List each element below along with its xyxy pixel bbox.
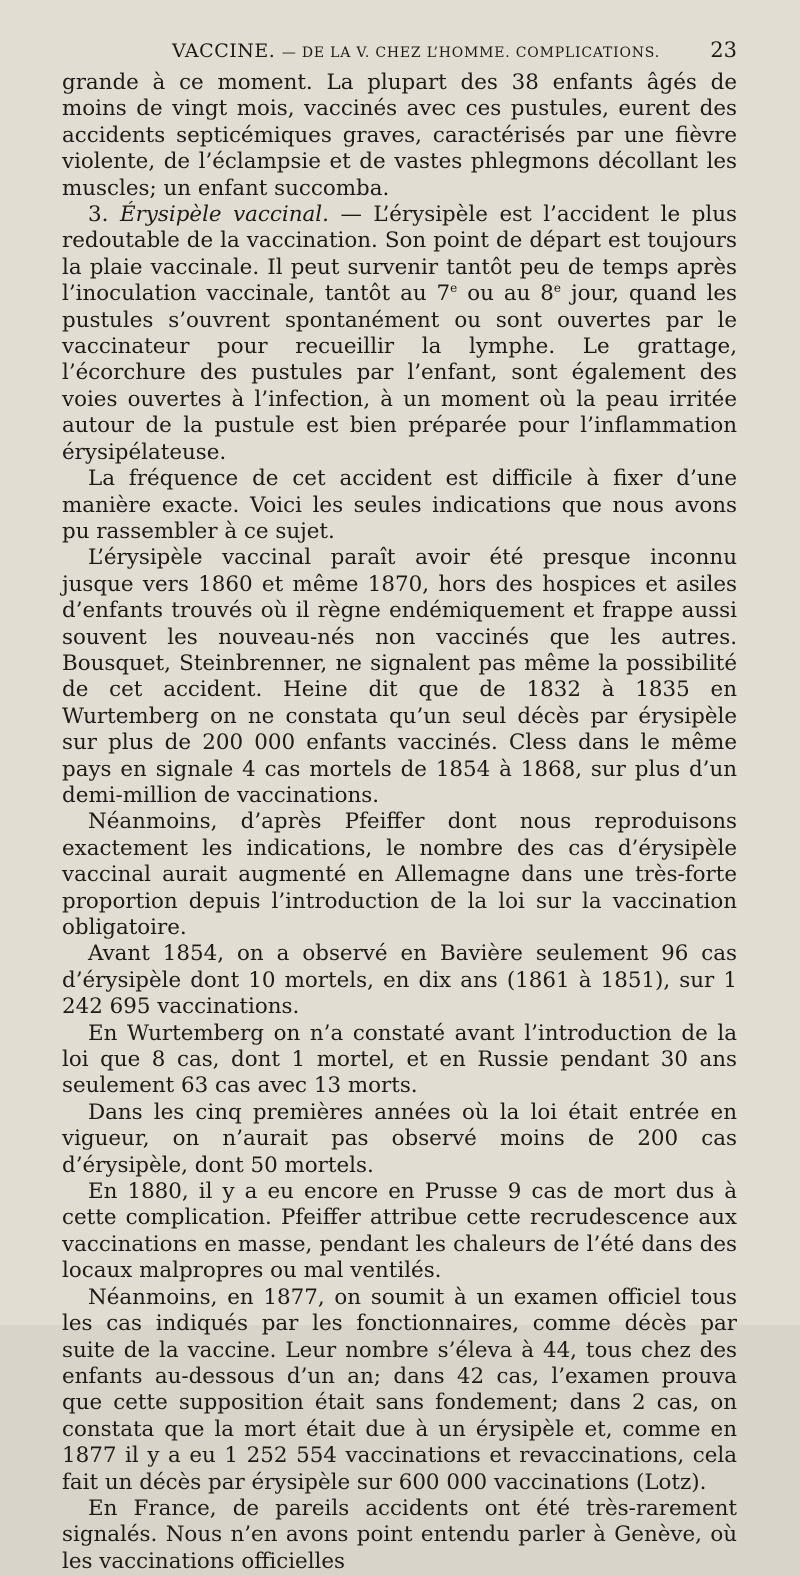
page-number: 23 [710,38,737,62]
superscript-e: e [450,281,458,296]
paragraph: Néanmoins, d’après Pfeiffer dont nous reproduisons exactement les indications, le nombre des cas d’érysipèle vaccinal aurait augmenté en Allemagne dans une très-forte proportion depuis l’introduction de la loi sur la vaccination obligatoire. [62,809,737,940]
header-title: VACCINE. [172,40,276,62]
section-text-mid: ou au 8 [457,281,554,307]
paragraph: L’érysipèle vaccinal paraît avoir été presque inconnu jusque vers 1860 et même 1870, hors des hospices et asiles d’enfants trouvés où il règne endémiquement et frappe aussi souvent les nouveau-nés non vaccinés que les autres. Bousquet, Steinbrenner, ne signalent pas même la possibilité de cet accident. Heine dit que de 1832 à 1835 en Wurtemberg on ne constata qu’un seul décès par érysipèle sur plus de 200 000 enfants vaccinés. Cless dans le même pays en signale 4 cas mortels de 1854 à 1868, sur plus d’un demi-million de vaccinations. [62,545,737,808]
paragraph: En France, de pareils accidents ont été très-rarement signalés. Nous n’en avons point entendu parler à Genève, où les vaccinations officielles [62,1495,737,1574]
superscript-e: e [553,281,562,296]
paragraph: Avant 1854, on a observé en Bavière seulement 96 cas d’érysipèle dont 10 mortels, en dix ans (1861 à 1851), sur 1 242 695 vaccinations. [62,941,737,1020]
section-text-start: — L’érysipèle est l’accident le plus redoutable de la vaccination. Son point de départ est toujours la plaie vaccinale. Il peut survenir tantôt peu de temps après l’inoculation vaccinale, tantôt au 7 [62,202,737,307]
paragraph: En Wurtemberg on n’a constaté avant l’introduction de la loi que 8 cas, dont 1 mortel, et en Russie pendant 30 ans seulement 63 cas avec 13 morts. [62,1020,737,1099]
paragraph: Néanmoins, en 1877, on soumit à un examen officiel tous les cas indiqués par les fonctionnaires, comme décès par suite de la vaccine. Leur nombre s’éleva à 44, tous chez des enfants au-dessous d’un an; dans 42 cas, l’examen prouva que cette supposition était sans fondement; dans 2 cas, on constata que la mort était due à un érysipèle et, comme en 1877 il y a eu 1 252 554 vaccinations et revaccinations, cela fait un décès par érysipèle sur 600 000 vaccinations (Lotz). [62,1284,737,1495]
text-body [62,70,737,1575]
running-title [172,40,660,62]
paragraph-section-3 [62,202,737,466]
section-text-rest: jour, quand les pustules s’ouvrent spontanément ou sont ouvertes par le vaccinateur pour recueillir la lymphe. Le grattage, l’écorchure des pustules par l’enfant, sont également des voies ouvertes à l’infection, à un moment où la peau irritée autour de la pustule est bien préparée pour l’inflammation érysipélateuse. [62,281,737,465]
section-number: 3. [88,202,109,228]
header-subtitle: — DE LA V. CHEZ L’HOMME. COMPLICATIONS. [281,45,660,61]
running-header [62,34,737,68]
section-title: Érysipèle vaccinal. [119,202,329,228]
paragraph-continued: grande à ce moment. La plupart des 38 enfants âgés de moins de vingt mois, vaccinés avec ces pustules, eurent des accidents septicémiques graves, caractérisés par une fièvre violente, de l’éclampsie et de vastes phlegmons décollant les muscles; un enfant succomba. [62,70,737,201]
paragraph: Dans les cinq premières années où la loi était entrée en vigueur, on n’aurait pas observé moins de 200 cas d’érysipèle, dont 50 mortels. [62,1099,737,1178]
paragraph: En 1880, il y a eu encore en Prusse 9 cas de mort dus à cette complication. Pfeiffer attribue cette recrudescence aux vaccinations en masse, pendant les chaleurs de l’été dans des locaux malpropres ou mal ventilés. [62,1179,737,1284]
paragraph: La fréquence de cet accident est difficile à fixer d’une manière exacte. Voici les seules indications que nous avons pu rassembler à ce sujet. [62,466,737,544]
